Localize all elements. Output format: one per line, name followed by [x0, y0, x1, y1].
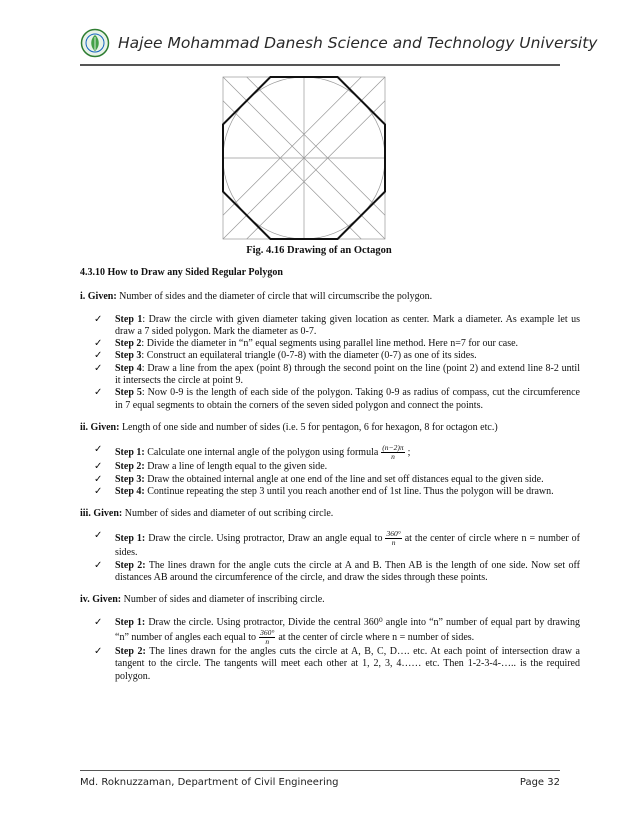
- step-text: Draw a line from the apex (point 8) through the second point on the line (point 2) and extend line 8-2 until it intersects the circle at point 9.: [115, 362, 580, 387]
- step-label: Step 2:: [115, 645, 146, 657]
- step-text: Draw the circle. Using protractor, Draw an angle equal to: [148, 533, 383, 545]
- list-item: [80, 350, 580, 362]
- given-paragraph: [80, 594, 580, 606]
- step-label: Step 2:: [115, 559, 146, 571]
- checkmark-icon: ✓: [94, 530, 103, 542]
- fraction-numerator: 360°: [386, 529, 401, 539]
- formula-fraction: [259, 629, 275, 646]
- step-label: Step 2:: [115, 461, 145, 473]
- checkmark-icon: ✓: [94, 485, 103, 497]
- octagon-figure: [222, 76, 386, 240]
- step-separator: :: [141, 387, 148, 399]
- given-paragraph: [80, 422, 580, 434]
- given-label: iii. Given:: [80, 508, 123, 520]
- formula-fraction: [385, 530, 401, 547]
- list-item: [80, 530, 580, 559]
- step-label: Step 5: [115, 387, 142, 399]
- header-title: Hajee Mohammad Danesh Science and Technology University: [118, 34, 598, 52]
- step-label: Step 3: [115, 350, 142, 362]
- page-header: [80, 28, 598, 60]
- step-text: Draw the circle with given diameter taking given location as center. Mark a diameter. As example let us draw a 7 sided polygon. Mark the diameter as 0-7.: [115, 313, 580, 337]
- step-text: Draw the obtained internal angle at one end of the line and set off distances equal to the given side.: [147, 473, 544, 485]
- step-label: Step 1:: [115, 447, 145, 459]
- fraction-denominator: n: [391, 452, 395, 462]
- section-heading: 4.3.10 How to Draw any Sided Regular Polygon: [80, 267, 283, 278]
- footer-rule: [80, 770, 560, 771]
- given-label: i. Given:: [80, 291, 117, 303]
- list-item: [80, 486, 580, 498]
- given-paragraph: [80, 508, 580, 520]
- list-item: [80, 387, 580, 412]
- steps-list: [80, 617, 580, 683]
- page-number: Page 32: [519, 777, 560, 788]
- checkmark-icon: ✓: [94, 473, 103, 485]
- given-text: Length of one side and number of sides (i.e. 5 for pentagon, 6 for hexagon, 8 for octagon etc.): [119, 421, 498, 433]
- steps-list: [80, 314, 580, 412]
- step-text: The lines drawn for the angles cuts the circle at A, B, C, D…. etc. At each point of intersection draw a tangent to the circle. The tangents will meet each other at 1, 2, 3, 4…… etc. Then 1-2-3-4-….. is the required polygon.: [115, 645, 580, 682]
- step-label: Step 4:: [115, 485, 145, 497]
- given-paragraph: [80, 291, 580, 303]
- given-text: Number of sides and diameter of inscribing circle.: [121, 594, 325, 606]
- formula-fraction: [381, 444, 404, 461]
- step-text: Calculate one internal angle of the polygon using formula: [147, 447, 379, 459]
- list-item: [80, 617, 580, 646]
- footer-author: Md. Roknuzzaman, Department of Civil Engineering: [80, 777, 339, 788]
- given-label: ii. Given:: [80, 421, 120, 433]
- steps-list: [80, 530, 580, 584]
- list-item: [80, 363, 580, 388]
- checkmark-icon: ✓: [94, 616, 103, 628]
- step-text-after: ;: [407, 447, 411, 459]
- fraction-numerator: (n−2)π: [382, 443, 404, 453]
- step-text: Now 0-9 is the length of each side of the polygon. Taking 0-9 as radius of compass, cut the circumference in 7 equal segments to obtain the corners of the seven sided polygon and connect the points.: [115, 387, 580, 411]
- list-item: [80, 560, 580, 585]
- step-text: Draw a line of length equal to the given side.: [147, 461, 328, 473]
- list-item: [80, 338, 580, 350]
- checkmark-icon: ✓: [94, 313, 103, 325]
- given-label: iv. Given:: [80, 594, 122, 606]
- checkmark-icon: ✓: [94, 338, 103, 350]
- checkmark-icon: ✓: [94, 362, 103, 374]
- step-text: Divide the diameter in “n” equal segments using parallel line method. Here n=7 for our case.: [146, 338, 519, 350]
- given-text: Number of sides and diameter of out scribing circle.: [122, 508, 334, 520]
- step-label: Step 1:: [115, 616, 146, 628]
- list-item: [80, 646, 580, 683]
- checkmark-icon: ✓: [94, 461, 103, 473]
- step-label: Step 2: [115, 338, 142, 350]
- list-item: [80, 461, 580, 473]
- fraction-denominator: n: [391, 538, 396, 548]
- step-text-after: at the center of circle where n = number of sides.: [115, 533, 580, 559]
- list-item: [80, 474, 580, 486]
- step-text: Construct an equilateral triangle (0-7-8) with the diameter (0-7) as one of its sides.: [146, 350, 477, 362]
- step-text: Continue repeating the step 3 until you reach another end of 1st line. Thus the polygon will be drawn.: [147, 485, 554, 497]
- step-label: Step 1:: [115, 533, 146, 545]
- step-text: Draw the circle. Using protractor, Divide the central 360⁰ angle into “n” number of equal part by drawing “n” number of angles each equal to: [115, 616, 580, 643]
- step-label: Step 3:: [115, 473, 145, 485]
- step-separator: :: [141, 338, 147, 350]
- checkmark-icon: ✓: [94, 387, 103, 399]
- university-logo-icon: [80, 28, 110, 58]
- checkmark-icon: ✓: [94, 350, 103, 362]
- list-item: [80, 444, 580, 461]
- step-label: Step 1: [115, 313, 143, 325]
- checkmark-icon: ✓: [94, 559, 103, 571]
- fraction-numerator: 360°: [260, 627, 275, 637]
- step-separator: :: [141, 350, 147, 362]
- step-label: Step 4: [115, 362, 142, 374]
- header-rule: [80, 64, 560, 66]
- step-separator: :: [141, 362, 148, 374]
- step-text: The lines drawn for the angle cuts the circle at A and B. Then AB is the length of one side. Now set off distances AB around the circumference of the circle, and draw the sides through these points.: [115, 559, 580, 584]
- figure-caption: Fig. 4.16 Drawing of an Octagon: [246, 245, 392, 256]
- checkmark-icon: ✓: [94, 645, 103, 657]
- step-separator: :: [142, 313, 149, 325]
- steps-list: [80, 444, 580, 498]
- given-text: Number of sides and the diameter of circle that will circumscribe the polygon.: [116, 291, 433, 303]
- fraction-denominator: n: [265, 636, 270, 646]
- list-item: [80, 314, 580, 339]
- document-body: [80, 267, 580, 693]
- checkmark-icon: ✓: [94, 444, 103, 456]
- step-text-after: at the center of circle where n = number of sides.: [278, 631, 475, 643]
